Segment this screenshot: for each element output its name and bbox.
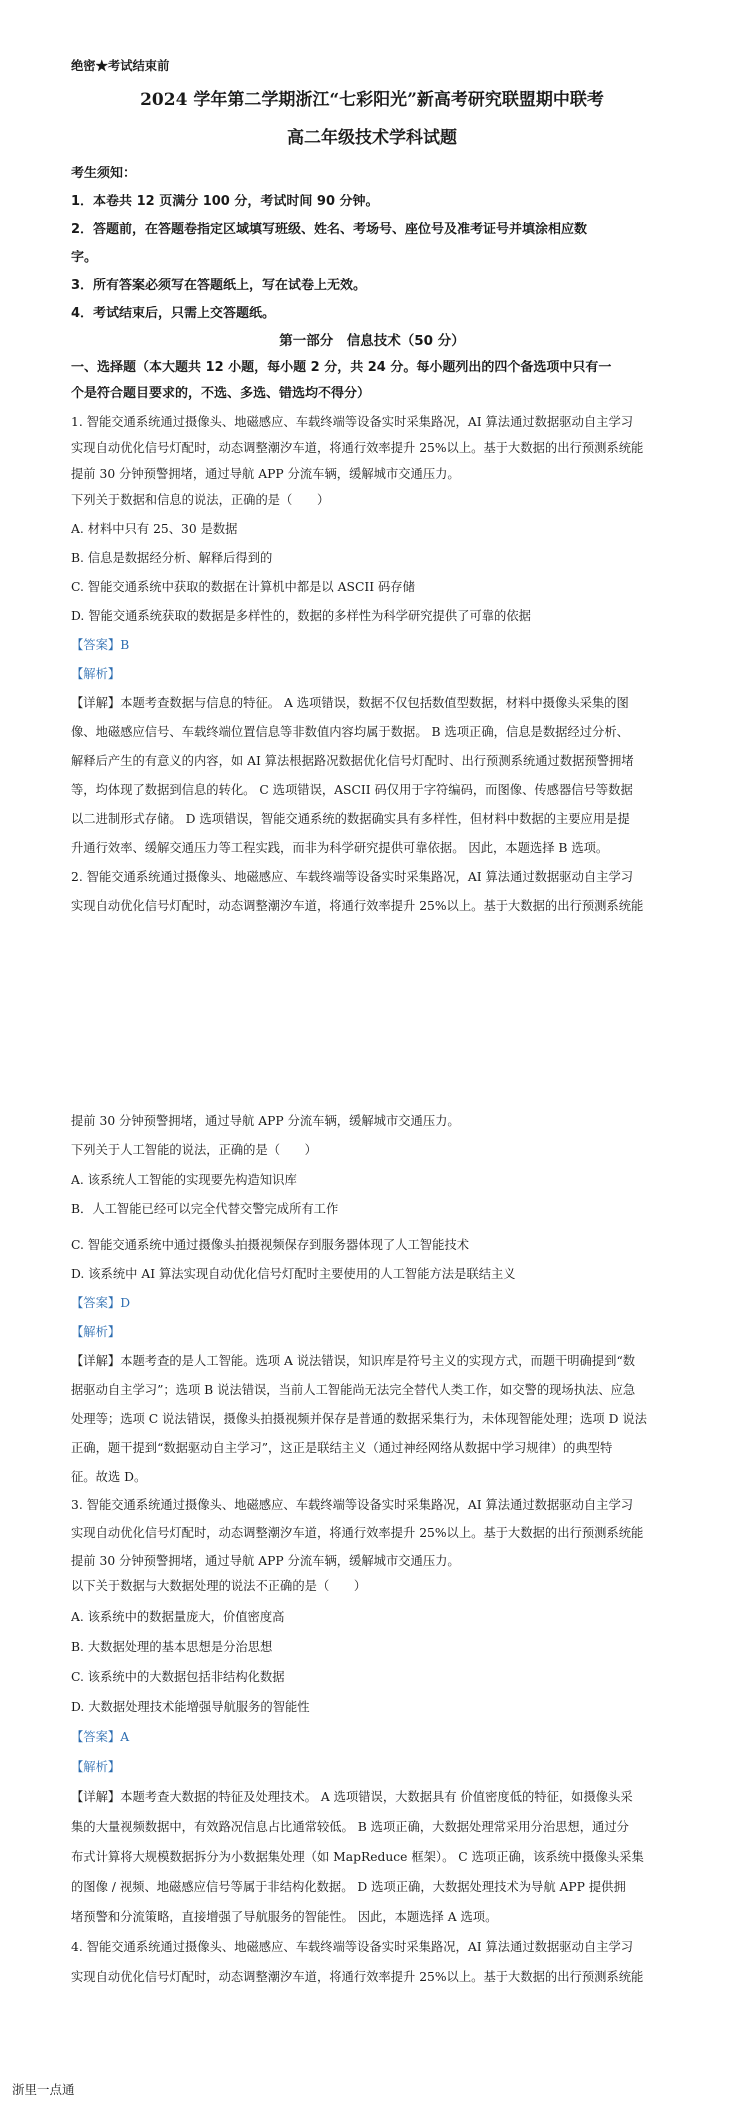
q3-stem-line: 提前 30 分钟预警拥堵，通过导航 APP 分流车辆，缓解城市交通压力。 [71,1554,460,1568]
exam-title: 2024 学年第二学期浙江“七彩阳光”新高考研究联盟期中联考 [140,90,604,110]
q2-option-d: D. 该系统中 AI 算法实现自动优化信号灯配时主要使用的人工智能方法是联结主义 [71,1267,516,1281]
q1-stem-line: 1. 智能交通系统通过摄像头、地磁感应、车载终端等设备实时采集路况，AI 算法通过数据驱动自主学习 [71,415,634,429]
q3-detail-line: 堵预警和分流策略，直接增强了导航服务的智能性。 因此，本题选择 A 选项。 [71,1910,498,1924]
notice-item: 3．所有答案必须写在答题纸上，写在试卷上无效。 [71,278,367,293]
q1-detail-line: 像、地磁感应信号、车载终端位置信息等非数值内容均属于数据。 B 选项正确，信息是数据经过分析、 [71,725,629,739]
q2-detail-line: 据驱动自主学习”；选项 B 说法错误，当前人工智能尚无法完全替代人类工作，如交警的现场执法、应急 [71,1383,636,1397]
q2-detail-line: 正确，题干提到“数据驱动自主学习”，这正是联结主义（通过神经网络从数据中学习规律）的典型特 [71,1441,613,1455]
q1-option-d: D. 智能交通系统获取的数据是多样性的，数据的多样性为科学研究提供了可靠的依据 [71,609,531,623]
q2-detail-line: 处理等；选项 C 说法错误，摄像头拍摄视频并保存是普通的数据采集行为，未体现智能处理；选项 D 说法 [71,1412,647,1426]
q2-detail-line: 征。故选 D。 [71,1470,147,1484]
q2-stem-line: 提前 30 分钟预警拥堵，通过导航 APP 分流车辆，缓解城市交通压力。 [71,1114,460,1128]
q3-detail-line: 集的大量视频数据中，有效路况信息占比通常较低。 B 选项正确，大数据处理常采用分治思想，通过分 [71,1820,629,1834]
notice-heading: 考生须知： [71,166,137,181]
footer-brand: 浙里一点通 [12,2082,75,2097]
q3-question: 以下关于数据与大数据处理的说法不正确的是（ ） [71,1579,367,1593]
q1-answer: 【答案】B [71,638,130,652]
q3-answer: 【答案】A [71,1730,130,1744]
q4-stem-line: 4. 智能交通系统通过摄像头、地磁感应、车载终端等设备实时采集路况，AI 算法通过数据驱动自主学习 [71,1940,634,1954]
q2-option-b: B．人工智能已经可以完全代替交警完成所有工作 [71,1202,339,1216]
q1-option-c: C. 智能交通系统中获取的数据在计算机中都是以 ASCII 码存储 [71,580,415,594]
notice-item: 4．考试结束后，只需上交答题纸。 [71,306,276,321]
q4-stem-line: 实现自动优化信号灯配时，动态调整潮汐车道，将通行效率提升 25%以上。基于大数据的出行预测系统能 [71,1970,644,1984]
part-heading: 第一部分 信息技术（50 分） [279,333,465,349]
q2-detail-line: 【详解】本题考查的是人工智能。选项 A 说法错误，知识库是符号主义的实现方式，而题干明确提到“数 [71,1354,636,1368]
secret-label: 绝密★考试结束前 [71,58,170,73]
section-heading: 个是符合题目要求的，不选、多选、错选均不得分） [71,386,371,401]
q3-stem-line: 实现自动优化信号灯配时，动态调整潮汐车道，将通行效率提升 25%以上。基于大数据的出行预测系统能 [71,1526,644,1540]
q1-stem-line: 实现自动优化信号灯配时，动态调整潮汐车道，将通行效率提升 25%以上。基于大数据的出行预测系统能 [71,441,644,455]
q1-stem-line: 提前 30 分钟预警拥堵，通过导航 APP 分流车辆，缓解城市交通压力。 [71,467,460,481]
q1-detail-line: 解释后产生的有意义的内容，如 AI 算法根据路况数据优化信号灯配时、出行预测系统通过数据预警拥堵 [71,754,634,768]
q2-answer: 【答案】D [71,1296,131,1310]
q1-detail-line: 升通行效率、缓解交通压力等工程实践，而非为科学研究提供可靠依据。 因此，本题选择 B 选项。 [71,841,609,855]
q2-option-a: A. 该系统人工智能的实现要先构造知识库 [71,1173,297,1187]
q1-analysis-label: 【解析】 [71,667,121,681]
q1-detail-line: 以二进制形式存储。 D 选项错误，智能交通系统的数据确实具有多样性，但材料中数据的主要应用是提 [71,812,630,826]
q2-option-c: C. 智能交通系统中通过摄像头拍摄视频保存到服务器体现了人工智能技术 [71,1238,469,1252]
q3-option-c: C. 该系统中的大数据包括非结构化数据 [71,1670,285,1684]
q3-analysis-label: 【解析】 [71,1760,121,1774]
notice-item: 字。 [71,250,98,265]
q2-stem-line: 2. 智能交通系统通过摄像头、地磁感应、车载终端等设备实时采集路况，AI 算法通过数据驱动自主学习 [71,870,634,884]
q2-analysis-label: 【解析】 [71,1325,121,1339]
notice-item: 1．本卷共 12 页满分 100 分，考试时间 90 分钟。 [71,194,379,209]
q3-detail-line: 布式计算将大规模数据拆分为小数据集处理（如 MapReduce 框架）。 C 选项正确，该系统中摄像头采集 [71,1850,644,1864]
q1-option-b: B. 信息是数据经分析、解释后得到的 [71,551,273,565]
q3-option-d: D. 大数据处理技术能增强导航服务的智能性 [71,1700,310,1714]
q1-question: 下列关于数据和信息的说法，正确的是（ ） [71,493,330,507]
q2-question: 下列关于人工智能的说法，正确的是（ ） [71,1143,317,1157]
q1-option-a: A. 材料中只有 25、30 是数据 [71,522,238,536]
exam-subtitle: 高二年级技术学科试题 [287,128,457,148]
q3-option-b: B. 大数据处理的基本思想是分治思想 [71,1640,273,1654]
q2-stem-line: 实现自动优化信号灯配时，动态调整潮汐车道，将通行效率提升 25%以上。基于大数据的出行预测系统能 [71,899,644,913]
q3-option-a: A. 该系统中的数据量庞大，价值密度高 [71,1610,285,1624]
q3-detail-line: 的图像 / 视频、地磁感应信号等属于非结构化数据。 D 选项正确，大数据处理技术为导航 APP 提供拥 [71,1880,626,1894]
q1-detail-line: 等，均体现了数据到信息的转化。 C 选项错误，ASCII 码仅用于字符编码，而图像、传感器信号等数据 [71,783,633,797]
notice-item: 2．答题前，在答题卷指定区域填写班级、姓名、考场号、座位号及准考证号并填涂相应数 [71,222,588,237]
q3-stem-line: 3. 智能交通系统通过摄像头、地磁感应、车载终端等设备实时采集路况，AI 算法通过数据驱动自主学习 [71,1498,634,1512]
q3-detail-line: 【详解】本题考查大数据的特征及处理技术。 A 选项错误，大数据具有 价值密度低的特征，如摄像头采 [71,1790,633,1804]
section-heading: 一、选择题（本大题共 12 小题，每小题 2 分，共 24 分。每小题列出的四个备选项中只有一 [71,360,612,375]
q1-detail-line: 【详解】本题考查数据与信息的特征。 A 选项错误，数据不仅包括数值型数据，材料中摄像头采集的图 [71,696,629,710]
